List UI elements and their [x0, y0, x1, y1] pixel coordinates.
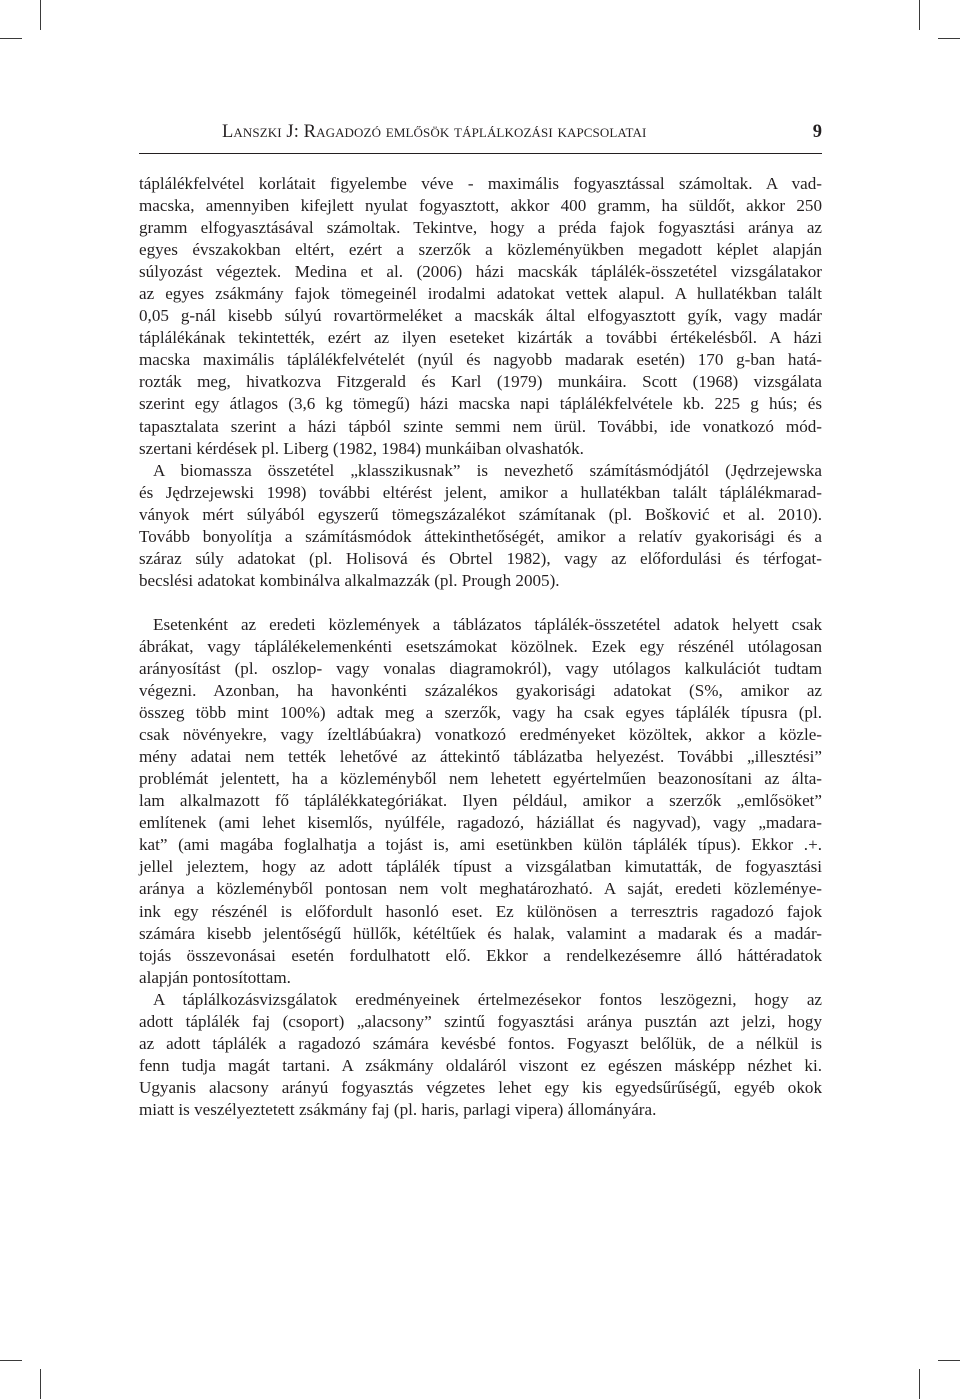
page-number: 9 — [812, 122, 822, 142]
text-line: táplálékának tekintették, ezért az ilyen eseteket kizárták a további értékelésből. A házi — [139, 328, 822, 348]
text-line: 0,05 g-nál kisebb súlyú rovartörmeléket a macskák által elfogyasztott gyík, vagy madár — [139, 306, 822, 326]
text-line: ábrákat, vagy táplálékelemenkénti esetszámokat közölnek. Ezek egy részénél utólagosan — [139, 636, 822, 656]
text-line: ink egy részénél is előfordult hasonló eset. Ez különösen a terresztris ragadozó fajok — [139, 901, 822, 921]
text-line: az egyes zsákmány fajok tömegeinél irodalmi adatokat vettek alapul. A hullatékban talált — [139, 284, 822, 304]
text-line: gramm elfogyasztásával számoltak. Tekintve, hogy a préda fajok fogyasztási aránya az — [139, 218, 822, 238]
text-line: problémát jelentett, ha a közleményből nem lehetett egyértelműen beazonosítani az álta- — [139, 769, 822, 789]
text-line: szerint egy átlagos (3,6 kg tömegű) házi macska napi táplálékfelvétele kb. 225 g hús; és — [139, 394, 822, 414]
text-line: lam alkalmazott fő táplálékkategóriákat. Ilyen például, amikor a szerzők „emlősöket” — [139, 791, 822, 811]
header-rule — [139, 153, 822, 154]
text-line: becslési adatokat kombinálva alkalmazzák (pl. Prough 2005). — [139, 570, 560, 590]
text-line: említenek (ami lehet kisemlős, nyúlféle, ragadozó, háziállat és nagyvad), vagy „madara- — [139, 813, 822, 833]
text-line: macska, amennyiben kifejlett nyulat fogyasztott, akkor 400 gramm, ha süldőt, akkor 250 — [139, 196, 822, 216]
crop-mark-top-right-horizontal — [938, 38, 960, 39]
text-line: az adott táplálék a ragadozó számára kevésbé fontos. Fogyaszt belőlük, de a nélkül is — [139, 1033, 822, 1053]
text-line: és Jędrzejewski 1998) további eltérést jelent, amikor a hullatékban talált táplálékmarad- — [139, 482, 822, 502]
text-line: csak növényekre, vagy ízeltlábúakra) vonatkozó eredményeket közöltek, akkor a közle- — [139, 725, 822, 745]
text-line: Esetenként az eredeti közlemények a táblázatos táplálék-összetétel adatok helyett csak — [153, 614, 822, 634]
text-line: tapasztalata szerint a házi tápból szinte semmi nem ürül. További, ide vonatkozó mód- — [139, 416, 822, 436]
text-line: egyes évszakokban eltért, ezért a szerzők a közleményükben megadott képlet alapján — [139, 240, 822, 260]
text-line: fenn tudja magát tartani. A zsákmány oldaláról viszont ez egészen másképp nézhet ki. — [139, 1055, 822, 1075]
text-line: aránya a közleményből pontosan nem volt meghatározható. A saját, eredeti közleménye- — [139, 879, 822, 899]
crop-mark-bottom-left-horizontal — [0, 1360, 22, 1361]
text-line-emphasis: A táplálkozásvizsgálatok eredményeinek értelmezésekor fontos leszögezni, hogy az — [153, 989, 822, 1009]
text-line: súlyozást végeztek. Medina et al. (2006) házi macskák táplálék-összetétel vizsgálatakor — [139, 262, 822, 282]
text-line: macska maximális táplálékfelvételét (nyúl és nagyobb madarak esetén) 170 g-ban hatá- — [139, 350, 822, 370]
text-line: alapján pontosítottam. — [139, 967, 291, 987]
text-line: adott táplálék faj (csoport) „alacsony” szintű fogyasztási aránya pusztán azt jelzi, hogy — [139, 1011, 822, 1031]
text-line: rozták meg, hivatkozva Fitzgerald és Karl (1979) munkáira. Scott (1968) vizsgálata — [139, 372, 822, 392]
text-line: miatt is veszélyeztetett zsákmány faj (pl. haris, parlagi vipera) állományára. — [139, 1099, 657, 1119]
crop-mark-top-left — [40, 0, 41, 30]
text-line: végezni. Azonban, ha havonkénti százalékos gyakorisági adatokat (S%, amikor az — [139, 681, 822, 701]
text-line: szertani kérdések pl. Liberg (1982, 1984) munkáiban olvashatók. — [139, 438, 584, 458]
text-line: jellel jeleztem, hogy az adott táplálék típust a vizsgálatban kimutatták, de fogyasztási — [139, 857, 822, 877]
text-line: Tovább bonyolítja a számításmódok áttekinthetőségét, amikor a relatív gyakorisági és a — [139, 526, 822, 546]
text-line: A biomassza összetétel „klasszikusnak” is nevezhető számításmódjától (Jędrzejewska — [153, 460, 822, 480]
crop-mark-top-left-horizontal — [0, 38, 22, 39]
crop-mark-top-right — [919, 0, 920, 30]
crop-mark-bottom-right-horizontal — [938, 1360, 960, 1361]
text-line: összeg több mint 100%) adtak meg a szerzők, vagy ha csak egyes táplálék típusra (pl. — [139, 703, 822, 723]
text-line: táplálékfelvétel korlátait figyelembe véve - maximális fogyasztással számoltak. A vad- — [139, 174, 822, 193]
crop-mark-bottom-right — [919, 1369, 920, 1399]
text-line: mény adatai nem tették lehetővé az áttekintő táblázatba helyezést. További „illesztési” — [139, 747, 822, 767]
body-text — [139, 173, 822, 1121]
text-line: száraz súly adatokat (pl. Holisová és Obrtel 1982), vagy az előfordulási és térfogat- — [139, 548, 822, 568]
text-line: arányosítást (pl. oszlop- vagy vonalas diagramokról), vagy utólagos kalkulációt tudtam — [139, 658, 822, 678]
paragraph-gap — [139, 592, 822, 614]
text-line: ványok mért súlyából egyszerű tömegszázalékot számítanak (pl. Bošković et al. 2010). — [139, 504, 822, 524]
text-line: Ugyanis alacsony arányú fogyasztás végzetes lehet egy kis egyedsűrűségű, egyéb okok — [139, 1077, 822, 1097]
text-line: kat” (ami magába foglalhatja a tojást is, ami esetünkben külön táplálék típus). Ekkor .+. — [139, 835, 822, 855]
text-line: tojás összevonásai esetén fordulhatott elő. Ekkor a rendelkezésemre álló háttéradatok — [139, 945, 822, 965]
running-header: Lanszki J: Ragadozó emlősök táplálkozási kapcsolatai — [222, 122, 647, 142]
text-line: számára kisebb jelentőségű hüllők, kétéltűek és halak, valamint a madarak és a madár- — [139, 923, 822, 943]
crop-mark-bottom-left — [40, 1369, 41, 1399]
